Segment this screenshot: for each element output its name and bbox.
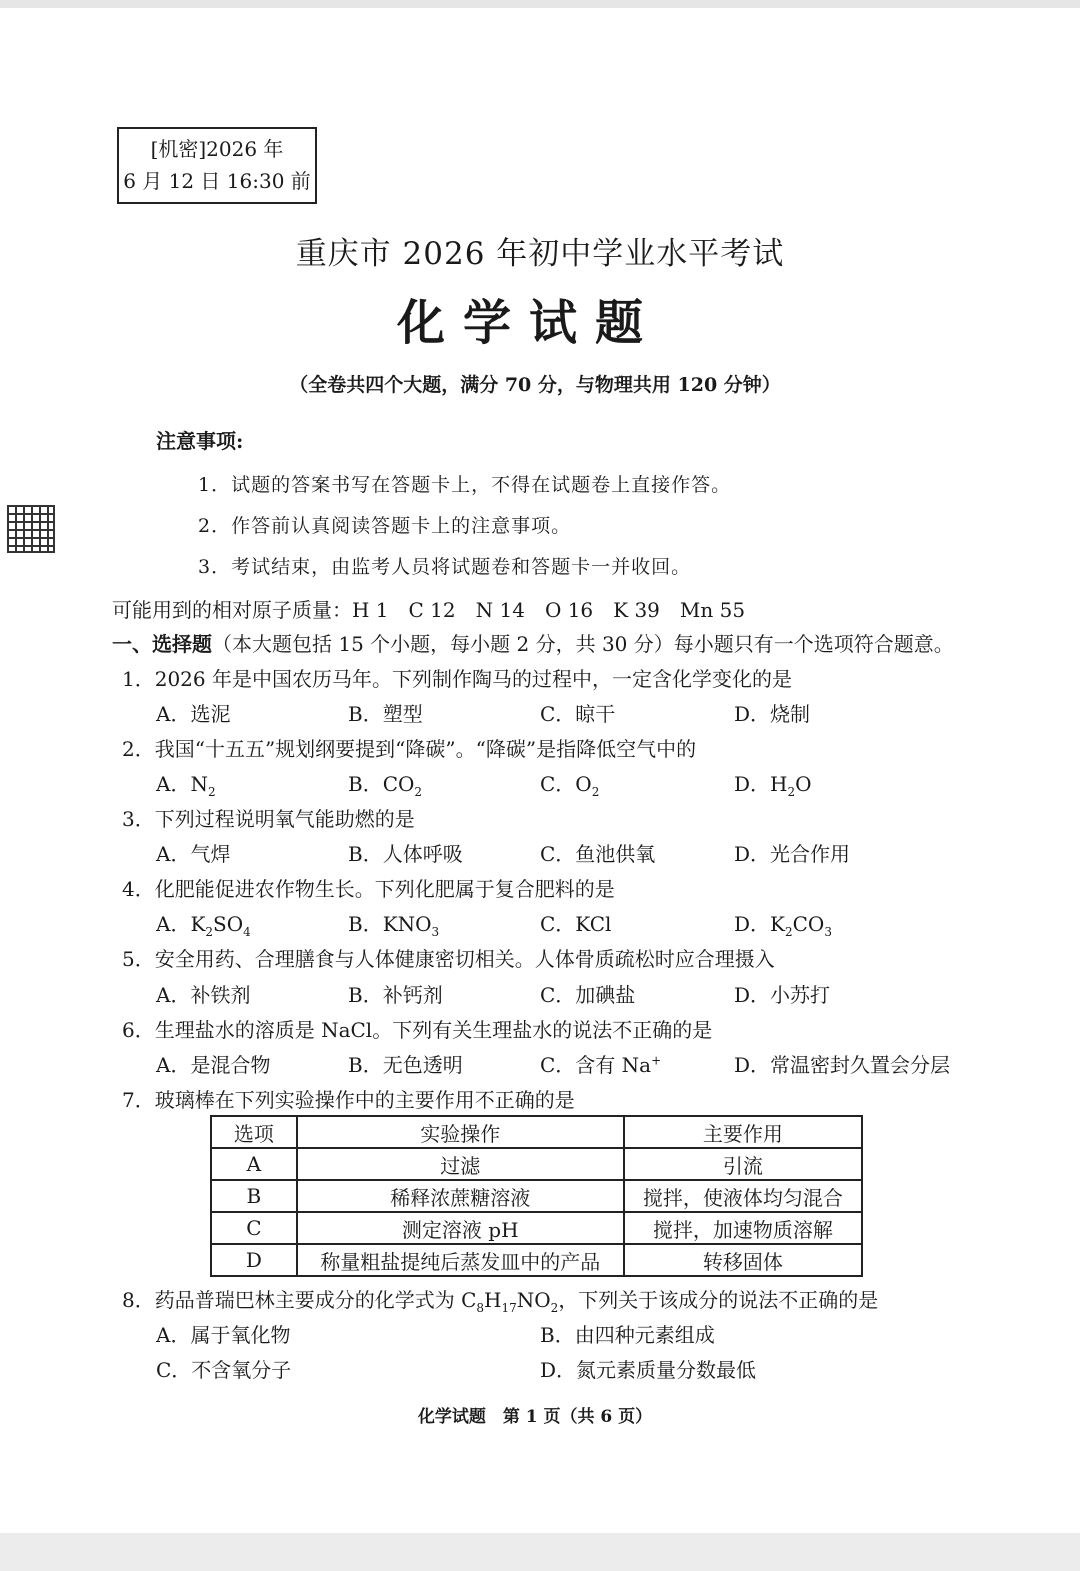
formula-part: NO bbox=[516, 1288, 551, 1312]
question-4-option-a bbox=[156, 908, 251, 939]
table-cell: D bbox=[211, 1244, 297, 1276]
question-4-option-b bbox=[348, 908, 439, 939]
table-cell: C bbox=[211, 1212, 297, 1244]
subscript: 2 bbox=[550, 1301, 559, 1315]
subscript: 2 bbox=[784, 925, 793, 939]
table-cell: 称量粗盐提纯后蒸发皿中的产品 bbox=[297, 1244, 624, 1276]
grid-icon bbox=[7, 505, 55, 553]
table-cell: 搅拌，加速物质溶解 bbox=[624, 1212, 862, 1244]
confidential-stamp bbox=[117, 127, 317, 204]
subscript: 2 bbox=[591, 785, 600, 799]
question-8-option-b: B．由四种元素组成 bbox=[540, 1323, 715, 1347]
question-1-option-c: C．晾干 bbox=[540, 702, 616, 726]
table-cell: 测定溶液 pH bbox=[297, 1212, 624, 1244]
question-3-option-c: C．鱼池供氧 bbox=[540, 842, 656, 866]
top-edge bbox=[0, 0, 1080, 8]
subscript: 2 bbox=[207, 785, 216, 799]
exam-info: （全卷共四个大题，满分 70 分，与物理共用 120 分钟） bbox=[289, 374, 781, 396]
section-1-desc: （本大题包括 15 个小题，每小题 2 分，共 30 分）每小题只有一个选项符合题意。 bbox=[212, 632, 954, 656]
confidential-line-2: 6 月 12 日 16:30 前 bbox=[123, 169, 311, 193]
table-row bbox=[211, 1180, 862, 1212]
question-6-option-d: D．常温密封久置会分层 bbox=[734, 1053, 951, 1077]
question-5-stem: 5．安全用药、合理膳食与人体健康密切相关。人体骨质疏松时应合理摄入 bbox=[122, 947, 775, 971]
table-cell: 稀释浓蔗糖溶液 bbox=[297, 1180, 624, 1212]
question-2-option-b bbox=[348, 768, 422, 799]
question-2-option-c-text: C．O bbox=[540, 772, 592, 796]
question-1-stem: 1．2026 年是中国农历马年。下列制作陶马的过程中，一定含化学变化的是 bbox=[122, 667, 792, 691]
formula-part: CO bbox=[792, 912, 825, 936]
question-2-option-a bbox=[156, 768, 216, 799]
subscript: 3 bbox=[431, 925, 440, 939]
question-4-stem: 4．化肥能促进农作物生长。下列化肥属于复合肥料的是 bbox=[122, 877, 615, 901]
notice-item-2: 2．作答前认真阅读答题卡上的注意事项。 bbox=[198, 515, 572, 537]
question-8-option-a: A．属于氧化物 bbox=[156, 1323, 291, 1347]
question-7-table bbox=[210, 1115, 863, 1277]
table-row bbox=[211, 1244, 862, 1276]
table-cell: 转移固体 bbox=[624, 1244, 862, 1276]
question-8-stem bbox=[122, 1284, 878, 1315]
notice-item-3: 3．考试结束，由监考人员将试题卷和答题卡一并收回。 bbox=[198, 556, 692, 578]
question-4-option-d bbox=[734, 908, 832, 939]
question-2-stem: 2．我国“十五五”规划纲要提到“降碳”。“降碳”是指降低空气中的 bbox=[122, 737, 697, 761]
formula-part: H bbox=[484, 1288, 502, 1312]
table-header-cell: 实验操作 bbox=[297, 1116, 624, 1148]
subscript: 4 bbox=[243, 925, 251, 939]
question-1-option-a: A．选泥 bbox=[156, 702, 231, 726]
subject-title: 化学试题 bbox=[396, 295, 661, 351]
table-cell: 过滤 bbox=[297, 1148, 624, 1180]
table-cell: 搅拌，使液体均匀混合 bbox=[624, 1180, 862, 1212]
question-1-option-d: D．烧制 bbox=[734, 702, 811, 726]
page-footer: 化学试题 第 1 页（共 6 页） bbox=[417, 1407, 653, 1427]
table-cell: A bbox=[211, 1148, 297, 1180]
subscript: 8 bbox=[476, 1301, 485, 1315]
formula-part: O bbox=[795, 772, 812, 796]
atomic-masses: 可能用到的相对原子质量：H 1 C 12 N 14 O 16 K 39 Mn 55 bbox=[112, 598, 746, 622]
section-1-heading bbox=[112, 628, 954, 657]
table-cell: B bbox=[211, 1180, 297, 1212]
question-2-option-a-text: A．N bbox=[156, 772, 208, 796]
question-5-option-c: C．加碘盐 bbox=[540, 983, 636, 1007]
question-4-option-b-text: B．KNO bbox=[348, 912, 432, 936]
table-header-cell: 主要作用 bbox=[624, 1116, 862, 1148]
section-1-title: 一、选择题 bbox=[112, 632, 212, 656]
exam-title: 重庆市 2026 年初中学业水平考试 bbox=[295, 236, 785, 272]
question-5-option-a: A．补铁剂 bbox=[156, 983, 251, 1007]
superscript: + bbox=[651, 1053, 662, 1068]
notice-item-1: 1．试题的答案书写在答题卡上，不得在试题卷上直接作答。 bbox=[198, 474, 732, 496]
subscript: 2 bbox=[205, 925, 214, 939]
question-3-option-b: B．人体呼吸 bbox=[348, 842, 463, 866]
question-6-stem: 6．生理盐水的溶质是 NaCl。下列有关生理盐水的说法不正确的是 bbox=[122, 1018, 713, 1042]
subscript: 17 bbox=[501, 1301, 517, 1315]
question-8-stem-tail: ，下列关于该成分的说法不正确的是 bbox=[558, 1288, 879, 1312]
question-2-option-b-text: B．CO bbox=[348, 772, 415, 796]
question-3-option-a: A．气焊 bbox=[156, 842, 231, 866]
question-3-stem: 3．下列过程说明氧气能助燃的是 bbox=[122, 807, 415, 831]
question-6-option-b: B．无色透明 bbox=[348, 1053, 463, 1077]
question-2-option-c bbox=[540, 768, 599, 799]
question-5-option-b: B．补钙剂 bbox=[348, 983, 443, 1007]
notice-heading: 注意事项: bbox=[156, 429, 244, 453]
table-cell: 引流 bbox=[624, 1148, 862, 1180]
question-4-option-a-text: A．K bbox=[156, 912, 206, 936]
subscript: 3 bbox=[824, 925, 832, 939]
question-8-option-c: C．不含氧分子 bbox=[156, 1358, 292, 1382]
question-5-option-d: D．小苏打 bbox=[734, 983, 831, 1007]
question-4-option-d-text: D．K bbox=[734, 912, 785, 936]
subscript: 2 bbox=[414, 785, 423, 799]
question-8-option-d: D．氮元素质量分数最低 bbox=[540, 1358, 757, 1382]
table-row bbox=[211, 1212, 862, 1244]
table-header-cell: 选项 bbox=[211, 1116, 297, 1148]
question-8-stem-text: 8．药品普瑞巴林主要成分的化学式为 C bbox=[122, 1288, 477, 1312]
question-6-option-a: A．是混合物 bbox=[156, 1053, 271, 1077]
confidential-line-1: [机密]2026 年 bbox=[150, 137, 284, 161]
question-4-option-c: C．KCl bbox=[540, 912, 612, 936]
table-row bbox=[211, 1148, 862, 1180]
question-6-option-c bbox=[540, 1049, 661, 1078]
question-7-stem: 7．玻璃棒在下列实验操作中的主要作用不正确的是 bbox=[122, 1088, 575, 1112]
question-3-option-d: D．光合作用 bbox=[734, 842, 851, 866]
table-header-row bbox=[211, 1116, 862, 1148]
question-6-option-c-text: C．含有 Na bbox=[540, 1053, 652, 1077]
formula-part: SO bbox=[213, 912, 244, 936]
subscript: 2 bbox=[787, 785, 796, 799]
question-2-option-d-text: D．H bbox=[734, 772, 788, 796]
question-1-option-b: B．塑型 bbox=[348, 702, 423, 726]
question-2-option-d bbox=[734, 768, 812, 799]
bottom-edge bbox=[0, 1533, 1080, 1571]
